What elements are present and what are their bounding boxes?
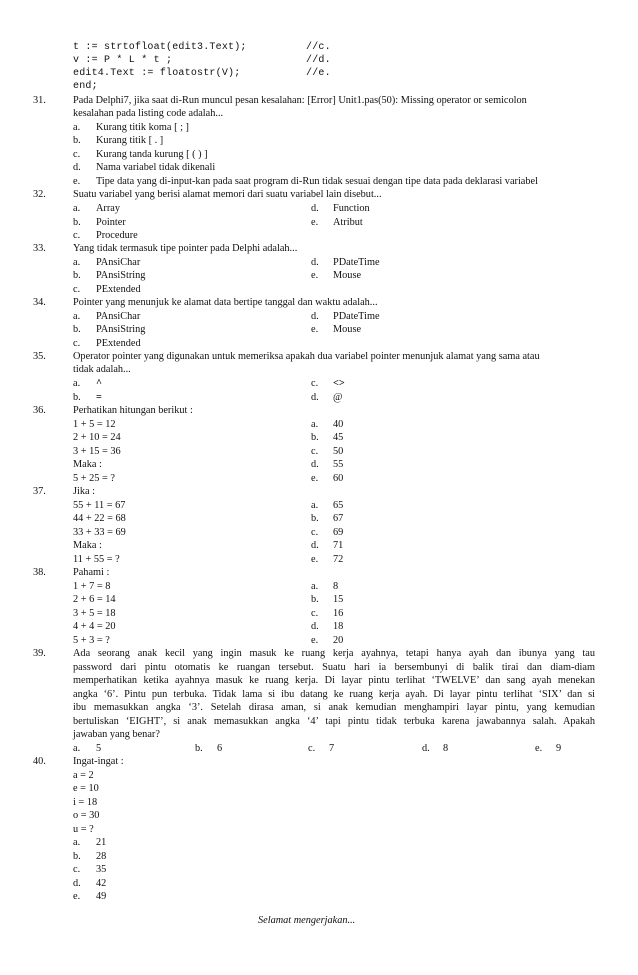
question-number: 40. bbox=[33, 756, 46, 767]
option-text: 5 bbox=[96, 743, 102, 754]
equation-line: Maka : bbox=[73, 540, 102, 551]
option-text: PDateTime bbox=[333, 257, 380, 268]
option-label: e. bbox=[311, 217, 319, 228]
option-text: Tipe data yang di-input-kan pada saat program di-Run tidak sesuai dengan tipe data pada deklarasi variabel bbox=[96, 176, 538, 187]
option-text: Mouse bbox=[333, 324, 362, 335]
option-text: Function bbox=[333, 203, 370, 214]
option-label: d. bbox=[73, 162, 81, 173]
question-text: tidak adalah... bbox=[73, 364, 131, 375]
question-text: password dari pintu otomatis ke ruangan tersebut. Suatu hari ia bersembunyi di balik tirai dan diam-diam bbox=[73, 662, 595, 673]
equation-line: Maka : bbox=[73, 459, 102, 470]
option-label: e. bbox=[311, 270, 319, 281]
question-text: Suatu variabel yang berisi alamat memori dari suatu variabel lain disebut... bbox=[73, 189, 382, 200]
equation-line: 3 + 5 = 18 bbox=[73, 608, 116, 619]
option-text: Mouse bbox=[333, 270, 362, 281]
option-text: PDateTime bbox=[333, 311, 380, 322]
question-text: Jika : bbox=[73, 486, 96, 497]
code-comment-1: //c. bbox=[306, 42, 331, 53]
option-label: d. bbox=[311, 392, 319, 403]
question-text: angka ‘6’. Pintu pun terbuka. Tidak lama si ibu datang ke ruang kerja ayah. Di layar pintu terlihat ‘SIX’ dan si bbox=[73, 689, 595, 700]
footer-text: Selamat mengerjakan... bbox=[258, 915, 356, 926]
equation-line: 33 + 33 = 69 bbox=[73, 527, 126, 538]
option-text: 35 bbox=[96, 864, 107, 875]
option-label: b. bbox=[311, 513, 319, 524]
equation-line: a = 2 bbox=[73, 770, 94, 781]
equation-line: 55 + 11 = 67 bbox=[73, 500, 126, 511]
question-text: jawaban yang benar? bbox=[73, 729, 160, 740]
equation-line: o = 30 bbox=[73, 810, 100, 821]
question-number: 32. bbox=[33, 189, 46, 200]
option-label: c. bbox=[311, 527, 319, 538]
option-text: 42 bbox=[96, 878, 107, 889]
option-text: Procedure bbox=[96, 230, 138, 241]
question-number: 36. bbox=[33, 405, 46, 416]
code-comment-3: //e. bbox=[306, 68, 331, 79]
option-label: c. bbox=[73, 864, 81, 875]
option-text: = bbox=[96, 392, 102, 403]
question-number: 35. bbox=[33, 351, 46, 362]
option-text: 28 bbox=[96, 851, 107, 862]
code-line-4: end; bbox=[73, 81, 98, 92]
option-text: 40 bbox=[333, 419, 344, 430]
question-number: 34. bbox=[33, 297, 46, 308]
question-text: Pointer yang menunjuk ke alamat data bertipe tanggal dan waktu adalah... bbox=[73, 297, 378, 308]
option-text: PExtended bbox=[96, 338, 141, 349]
option-label: e. bbox=[73, 176, 81, 187]
option-label: a. bbox=[73, 311, 81, 322]
question-text: Perhatikan hitungan berikut : bbox=[73, 405, 193, 416]
code-comment-2: //d. bbox=[306, 55, 331, 66]
option-label: c. bbox=[73, 149, 81, 160]
option-label: c. bbox=[311, 446, 319, 457]
question-text: kesalahan pada listing code adalah... bbox=[73, 108, 224, 119]
question-text: Ingat-ingat : bbox=[73, 756, 124, 767]
option-label: a. bbox=[73, 122, 81, 133]
equation-line: e = 10 bbox=[73, 783, 99, 794]
option-text: 18 bbox=[333, 621, 344, 632]
option-label: c. bbox=[308, 743, 316, 754]
option-label: d. bbox=[311, 621, 319, 632]
option-text: 6 bbox=[217, 743, 223, 754]
code-line-3: edit4.Text := floatostr(V); bbox=[73, 68, 241, 79]
option-label: e. bbox=[535, 743, 543, 754]
question-number: 33. bbox=[33, 243, 46, 254]
question-number: 39. bbox=[33, 648, 46, 659]
option-text: 16 bbox=[333, 608, 344, 619]
option-text: <> bbox=[333, 378, 345, 389]
option-text: PAnsiString bbox=[96, 324, 146, 335]
equation-line: i = 18 bbox=[73, 797, 98, 808]
option-text: PAnsiChar bbox=[96, 311, 141, 322]
option-text: 72 bbox=[333, 554, 344, 565]
option-label: d. bbox=[311, 459, 319, 470]
question-text: Yang tidak termasuk tipe pointer pada Delphi adalah... bbox=[73, 243, 298, 254]
option-label: a. bbox=[73, 203, 81, 214]
option-label: b. bbox=[73, 217, 81, 228]
code-line-2: v := P * L * t ; bbox=[73, 55, 173, 66]
option-label: e. bbox=[311, 554, 319, 565]
option-text: Nama variabel tidak dikenali bbox=[96, 162, 216, 173]
option-label: a. bbox=[73, 257, 81, 268]
option-label: a. bbox=[73, 378, 81, 389]
option-label: b. bbox=[73, 135, 81, 146]
question-number: 31. bbox=[33, 95, 46, 106]
question-text: Ada seorang anak kecil yang ingin masuk ke ruang kerja ayahnya, tetapi hanya ayah dan ibunya yang tau bbox=[73, 648, 595, 659]
option-text: 7 bbox=[329, 743, 335, 754]
option-text: Pointer bbox=[96, 217, 126, 228]
option-label: e. bbox=[311, 473, 319, 484]
option-label: b. bbox=[195, 743, 203, 754]
option-label: b. bbox=[311, 594, 319, 605]
equation-line: 1 + 7 = 8 bbox=[73, 581, 111, 592]
option-label: d. bbox=[311, 203, 319, 214]
equation-line: u = ? bbox=[73, 824, 94, 835]
option-label: a. bbox=[311, 419, 319, 430]
option-label: a. bbox=[73, 837, 81, 848]
equation-line: 2 + 6 = 14 bbox=[73, 594, 116, 605]
option-label: c. bbox=[311, 378, 319, 389]
equation-line: 11 + 55 = ? bbox=[73, 554, 120, 565]
option-text: 20 bbox=[333, 635, 344, 646]
option-text: 21 bbox=[96, 837, 107, 848]
question-text: Pahami : bbox=[73, 567, 110, 578]
equation-line: 5 + 25 = ? bbox=[73, 473, 115, 484]
option-label: d. bbox=[311, 257, 319, 268]
option-text: 9 bbox=[556, 743, 562, 754]
equation-line: 2 + 10 = 24 bbox=[73, 432, 121, 443]
option-text: 15 bbox=[333, 594, 344, 605]
option-text: Kurang titik koma [ ; ] bbox=[96, 122, 189, 133]
option-label: b. bbox=[73, 851, 81, 862]
option-text: Kurang titik [ . ] bbox=[96, 135, 164, 146]
option-label: b. bbox=[73, 324, 81, 335]
option-text: 55 bbox=[333, 459, 344, 470]
option-label: b. bbox=[73, 270, 81, 281]
option-text: 8 bbox=[333, 581, 339, 592]
option-label: a. bbox=[311, 500, 319, 511]
option-label: d. bbox=[73, 878, 81, 889]
option-text: 65 bbox=[333, 500, 344, 511]
equation-line: 4 + 4 = 20 bbox=[73, 621, 116, 632]
question-number: 37. bbox=[33, 486, 46, 497]
question-number: 38. bbox=[33, 567, 46, 578]
option-text: 49 bbox=[96, 891, 107, 902]
option-text: 45 bbox=[333, 432, 344, 443]
equation-line: 5 + 3 = ? bbox=[73, 635, 110, 646]
option-label: c. bbox=[311, 608, 319, 619]
option-text: Kurang tanda kurung [ ( ) ] bbox=[96, 149, 208, 160]
question-text: bertuliskan ‘EIGHT’, si anak memasukkan angka ‘4’ tapi pintu tidak terbuka karena jawabannya salah. Apakah bbox=[73, 716, 595, 727]
option-text: 67 bbox=[333, 513, 344, 524]
question-text: memperhatikan ketika ayahnya masuk ke ruang kerja. Di layar pintu terlihat ‘TWELVE’ dan sang ayah menekan bbox=[73, 675, 595, 686]
option-text: PExtended bbox=[96, 284, 141, 295]
option-label: a. bbox=[73, 743, 81, 754]
code-line-1: t := strtofloat(edit3.Text); bbox=[73, 42, 247, 53]
option-text: PAnsiString bbox=[96, 270, 146, 281]
option-label: b. bbox=[73, 392, 81, 403]
option-label: e. bbox=[73, 891, 81, 902]
option-text: 60 bbox=[333, 473, 344, 484]
option-label: c. bbox=[73, 338, 81, 349]
equation-line: 44 + 22 = 68 bbox=[73, 513, 126, 524]
option-label: a. bbox=[311, 581, 319, 592]
option-label: c. bbox=[73, 284, 81, 295]
option-label: b. bbox=[311, 432, 319, 443]
option-text: PAnsiChar bbox=[96, 257, 141, 268]
question-text: Pada Delphi7, jika saat di-Run muncul pesan kesalahan: [Error] Unit1.pas(50): Missing operator or semicolon bbox=[73, 95, 527, 106]
option-label: e. bbox=[311, 635, 319, 646]
question-text: Operator pointer yang digunakan untuk memeriksa apakah dua variabel pointer menunjuk alamat yang sama atau bbox=[73, 351, 540, 362]
option-label: d. bbox=[311, 540, 319, 551]
option-text: 71 bbox=[333, 540, 344, 551]
equation-line: 1 + 5 = 12 bbox=[73, 419, 116, 430]
equation-line: 3 + 15 = 36 bbox=[73, 446, 121, 457]
option-text: 8 bbox=[443, 743, 449, 754]
option-label: d. bbox=[311, 311, 319, 322]
option-text: 69 bbox=[333, 527, 344, 538]
option-text: Atribut bbox=[333, 217, 363, 228]
option-label: c. bbox=[73, 230, 81, 241]
option-label: e. bbox=[311, 324, 319, 335]
option-text: @ bbox=[333, 392, 343, 403]
question-text: ibu memasukkan angka ‘3’. Setelah dirasa aman, si anak kemudian menghampiri layar pintu, yang kemudian bbox=[73, 702, 595, 713]
option-text: Array bbox=[96, 203, 121, 214]
option-label: d. bbox=[422, 743, 430, 754]
option-text: ^ bbox=[96, 378, 102, 389]
option-text: 50 bbox=[333, 446, 344, 457]
